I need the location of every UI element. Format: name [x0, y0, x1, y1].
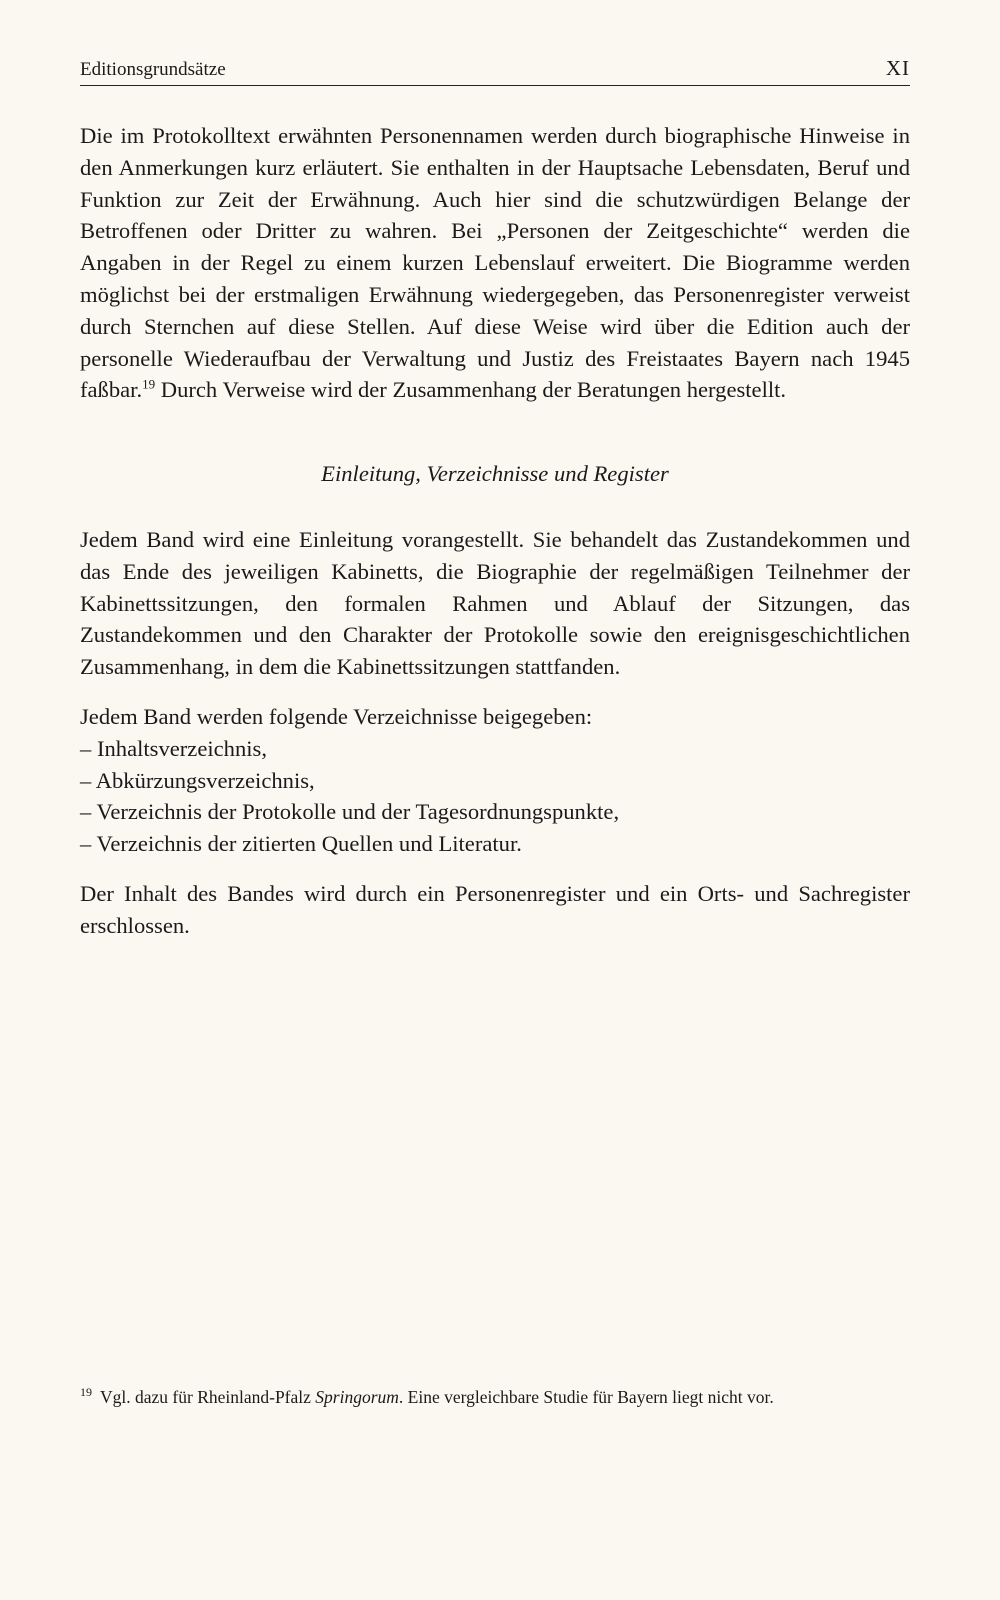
list-item: – Verzeichnis der zitierten Quellen und Literatur.: [80, 831, 522, 857]
footnote-text: Vgl. dazu für Rheinland-Pfalz: [100, 1387, 316, 1407]
list-intro: Jedem Band werden folgende Verzeichnisse beigegeben:: [80, 703, 593, 729]
page-number: XI: [885, 56, 910, 80]
list-item: – Abkürzungsverzeichnis,: [80, 767, 315, 793]
paragraph-introduction: Jedem Band wird eine Einleitung vorangestellt. Sie behandelt das Zustandekommen und das Ende des jeweiligen Kabinetts, die Biographie der regelmäßigen Teilnehmer der Kabinettssitzungen, den formalen Rahmen und Ablauf der Sitzungen, das Zustandekommen und den Charakter der Protokolle sowie den ereignisgeschichtlichen Zusammenhang, in dem die Kabinettssitzungen stattfanden.: [80, 526, 910, 680]
paragraph-text: Die im Protokolltext erwähnten Personennamen werden durch biographische Hinweise in den Anmerkungen kurz erläutert. Sie enthalten in der Hauptsache Lebensdaten, Beruf und Funktion zur Zeit der Erwähnung. Auch hier sind die schutzwürdigen Belange der Betroffenen oder Dritter zu wahren. Bei „Personen der Zeitgeschichte“ werden die Angaben in der Regel zu einem kurzen Lebenslauf erweitert. Die Biogramme werden möglichst bei der erstmaligen Erwähnung wiedergegeben, das Personenregister verweist durch Sternchen auf diese Stellen. Auf diese Weise wird über die Edition auch der personelle Wiederaufbau der Verwaltung und Justiz des Freistaates Bayern nach 1945 faßbar.: [80, 123, 910, 403]
footnote-citation: Springorum: [315, 1387, 399, 1407]
body-text: [80, 120, 910, 942]
footnote: [80, 1385, 910, 1409]
list-item: – Inhaltsverzeichnis,: [80, 735, 267, 761]
paragraph-text-continued: Durch Verweise wird der Zusammenhang der Beratungen hergestellt.: [155, 377, 787, 403]
running-title: Editionsgrundsätze: [80, 59, 226, 80]
footnote-text-end: . Eine vergleichbare Studie für Bayern liegt nicht vor.: [398, 1387, 774, 1407]
list-item: – Verzeichnis der Protokolle und der Tagesordnungspunkte,: [80, 799, 620, 825]
section-heading: Einleitung, Verzeichnisse und Register: [321, 461, 669, 487]
page: [80, 56, 910, 942]
running-header: [80, 56, 910, 86]
paragraph-biographies: [80, 120, 910, 406]
directory-list: [80, 733, 910, 860]
footnote-reference[interactable]: 19: [142, 376, 156, 392]
paragraph-registers: Der Inhalt des Bandes wird durch ein Personenregister und ein Orts- und Sachregister erschlossen.: [80, 880, 910, 938]
footnote-number: 19: [80, 1385, 92, 1400]
